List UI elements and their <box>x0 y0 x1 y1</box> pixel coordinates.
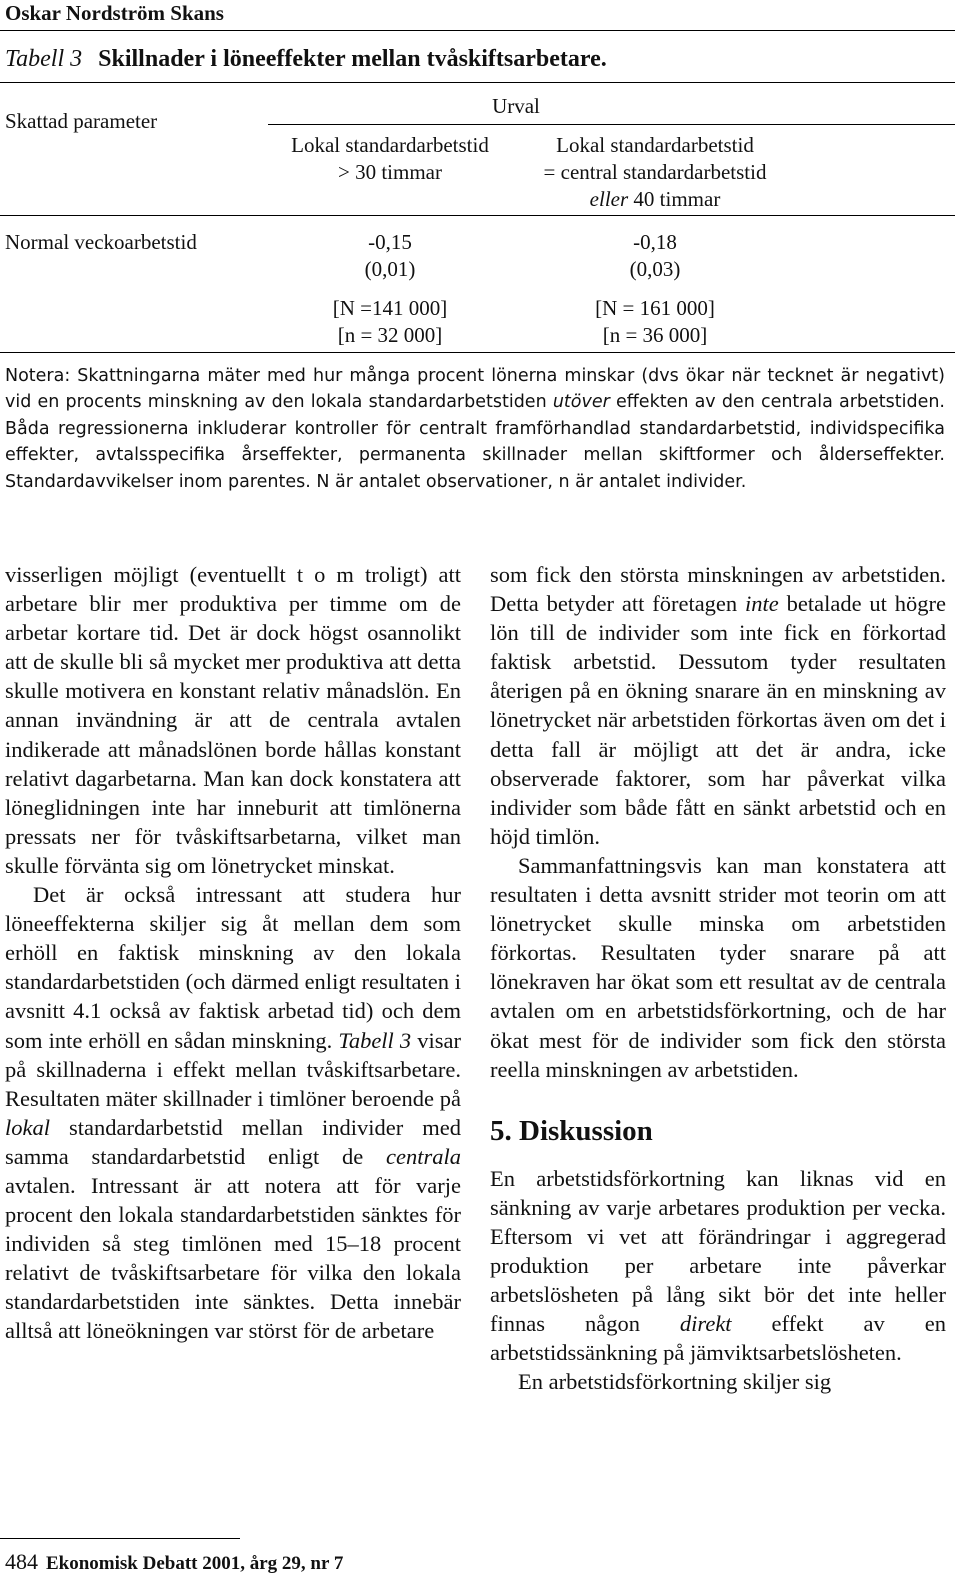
page-number: 484 <box>5 1549 38 1574</box>
note-emphasis: utöver <box>552 392 610 413</box>
table-title: Skillnader i löneeffekter mellan tvåskiftsarbetare. <box>98 46 607 72</box>
group-rule <box>268 124 955 125</box>
left-paragraph-2 <box>5 880 461 1346</box>
top-rule <box>0 30 955 31</box>
left-paragraph-1: visserligen möjligt (eventuellt t o m troligt) att arbetare blir mer produktiva per timme om de arbetar kortare tid. Det är dock högst osannolikt att de skulle bli så mycket mer produktiva att detta skulle motivera en konstant relativ månadslön. En annan invändning är att de centrala avtalen indikerade att månadslönen borde hållas konstant relativt dagarbetarna. Man kan dock konstatera att löneglidningen inte har inneburit att timlönerna pressats ner för tvåskiftsarbetarna, vilket man skulle förvänta sig om lönetrycket minskat. <box>5 562 461 878</box>
right-p1-b: betalade ut högre lön till de individer som inte fick en förkortad faktisk arbetstid. Dessutom tyder resultaten återigen på en ökning snarare än en minskning av lönetrycket när arbetstiden förkortas även om det i detta fall är möjligt att det är andra, icke observerade faktorer, som har påverkat vilka individer som både fått en sänkt arbetstid och en höjd timlön. <box>490 591 946 849</box>
header-group: Urval <box>492 94 540 118</box>
page-footer <box>5 1547 343 1579</box>
right-p1-a: som fick den största minskningen av arbetstiden. Detta betyder att företagen <box>490 562 946 617</box>
header-col2-line2: = central standardarbetstid <box>543 160 767 184</box>
col1-N: [N =141 000] <box>332 296 448 320</box>
right-paragraph-1 <box>490 560 946 851</box>
running-head: Oskar Nordström Skans <box>5 1 224 25</box>
left-p2-d: avtalen. Intressant är att notera att för varje procent den lokala standardarbetstiden sänktes för individen så steg timlönen med 15–18 procent relativt de tvåskiftsarbetare för vilka den lokala standardarbetstiden inte sänktes. Detta innebär alltså att löneökningen var störst för de arbetare <box>5 1172 461 1344</box>
right-p3-em: direkt <box>679 1311 732 1337</box>
left-p2-c: standardarbetstid mellan individer med samma standardarbetstid enligt de <box>5 1114 461 1169</box>
row-label: Normal veckoarbetstid <box>5 230 197 254</box>
right-p3-b: effekt av en arbetstidssänkning på jämviktsarbetslösheten. <box>490 1311 946 1366</box>
col1-se: (0,01) <box>364 257 416 281</box>
left-p2-em-centrala: centrala <box>386 1143 461 1169</box>
footer-rule <box>0 1538 240 1539</box>
header-col1-line2: > 30 timmar <box>338 160 442 184</box>
left-p2-b: visar på skillnaderna i effekt mellan tvåskiftsarbetare. Resultaten mäter skillnader i timlöner beroende på <box>5 1027 461 1111</box>
right-column <box>490 560 946 1396</box>
col2-n: [n = 36 000] <box>602 323 708 347</box>
table-rule-mid <box>0 215 955 216</box>
table-reference: Tabell 3 <box>338 1027 412 1053</box>
table-note <box>5 363 945 495</box>
note-text-b: effekten av den centrala arbetstiden. Båda regressionerna inkluderar kontroller för centralt framförhandlad standardarbetstid, individspecifika effekter, avtalsspecifika årseffekter, permanenta skillnader mellan skiftformer och ålderseffekter. Standardavvikelser inom parentes. N är antalet observationer, n är antalet individer. <box>5 392 945 492</box>
right-p1-em: inte <box>745 591 779 617</box>
right-p3-a: En arbetstidsförkortning kan liknas vid en sänkning av varje arbetares produktion per vecka. Eftersom vi vet att förändringar i aggregerad produktion per arbetare inte påverkar arbetslösheten på lång sikt bör det inte heller finnas någon <box>490 1165 946 1337</box>
right-paragraph-2: Sammanfattningsvis kan man konstatera att resultaten i detta avsnitt strider mot teorin om att lönetrycket skulle minska om arbetstiden förkortas. Resultaten tyder snarare på att lönekraven har ökat som ett resultat av de centrala avtalen om en arbetstidsförkortning, och de har ökat mest för de individer som fick den största reella minskningen av arbetstiden. <box>490 852 946 1082</box>
col1-estimate: -0,15 <box>368 230 412 254</box>
header-col2-eller: eller <box>589 187 629 211</box>
table-rule-top <box>0 82 955 83</box>
right-paragraph-3 <box>490 1164 946 1368</box>
col2-se: (0,03) <box>629 257 681 281</box>
left-p2-a: Det är också intressant att studera hur löneeffekterna skiljer sig åt mellan dem som erhöll en faktisk minskning av den lokala standardarbetstiden (och därmed enligt resultaten i avsnitt 4.1 också av faktisk arbetad tid) och dem som inte erhöll en sådan minskning. <box>5 882 461 1053</box>
col2-N: [N = 161 000] <box>595 296 715 320</box>
section-heading: 5. Diskussion <box>490 1114 653 1147</box>
note-text-a: Notera: Skattningarna mäter med hur många procent lönerna minskar (dvs ökar när tecknet är negativt) vid en procents minskning av den lokala standardarbetstiden <box>5 366 945 413</box>
table-caption <box>5 44 607 74</box>
right-paragraph-4: En arbetstidsförkortning skiljer sig <box>518 1369 832 1395</box>
left-column <box>5 560 461 1346</box>
table-label: Tabell 3 <box>5 46 83 72</box>
header-col1-line1: Lokal standardarbetstid <box>291 133 489 157</box>
header-col2-line1: Lokal standardarbetstid <box>556 133 754 157</box>
header-col2-line3 <box>525 186 785 213</box>
col1-n: [n = 32 000] <box>337 323 443 347</box>
left-p2-em-lokal: lokal <box>5 1114 50 1140</box>
col2-estimate: -0,18 <box>633 230 677 254</box>
header-param-col: Skattad parameter <box>5 109 158 133</box>
journal-name: Ekonomisk Debatt 2001, årg 29, nr 7 <box>46 1553 344 1574</box>
table-rule-bottom <box>0 352 955 353</box>
header-col2-hours: 40 timmar <box>633 187 721 211</box>
